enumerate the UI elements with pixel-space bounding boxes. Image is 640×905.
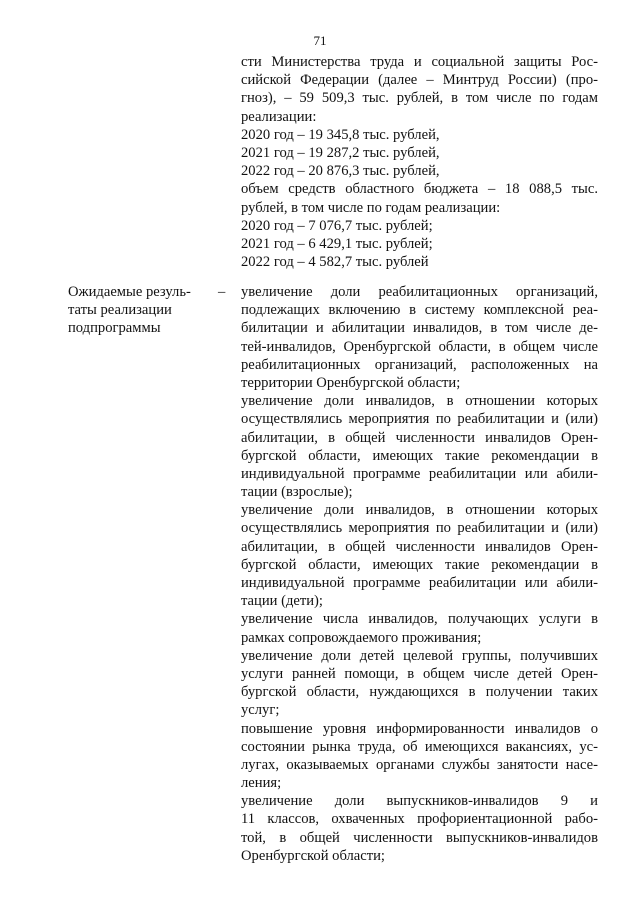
text-line: бургской области, имеющих такие рекомендации в [241,556,598,573]
text-line: увеличение числа инвалидов, получающих услуги в [241,611,598,628]
text-line: реализации: [241,108,317,125]
text-line: тации (взрослые); [241,484,353,501]
text-line: билитации и абилитации инвалидов, в том числе де- [241,320,598,337]
text-line: индивидуальной программе реабилитации или абили- [241,575,598,591]
text-line: увеличение доли инвалидов, в отношении которых [241,502,598,519]
text-line: увеличение доли инвалидов, в отношении которых [241,393,598,410]
section-label [68,283,218,338]
text-line: повышение уровня информированности инвалидов о [241,720,598,737]
text-line: 2022 год – 20 876,3 тыс. рублей, [241,163,440,180]
text-line: Оренбургской области; [241,847,385,864]
text-line: увеличение доли детей целевой группы, получивших [241,647,598,664]
text-line: тации (дети); [241,593,323,610]
text-line: абилитации, в общей численности инвалидов Орен- [241,538,598,555]
text-line: территории Оренбургской области; [241,374,461,391]
text-line: сти Министерства труда и социальной защиты Рос- [241,54,598,70]
text-line: 2022 год – 4 582,7 тыс. рублей [241,254,429,271]
text-line: объем средств областного бюджета – 18 088,5 тыс. [241,181,598,198]
label-line: подпрограммы [68,320,161,337]
label-dash: – [218,284,226,300]
text-line: ления; [241,775,282,792]
text-line: 2021 год – 19 287,2 тыс. рублей, [241,144,440,161]
label-line: Ожидаемые резуль- [68,284,191,300]
text-line: состоянии рынка труда, об имеющихся вакансиях, ус- [241,738,598,755]
text-line: 2020 год – 19 345,8 тыс. рублей, [241,126,440,143]
text-line: услуг; [241,702,280,719]
text-line: подлежащих включению в систему комплексной реа- [241,302,598,319]
text-line: 2020 год – 7 076,7 тыс. рублей; [241,217,433,234]
text-line: увеличение доли реабилитационных организаций, [241,284,598,300]
text-line: сийской Федерации (далее – Минтруд России) (про- [241,72,598,89]
text-line: лугах, оказываемых органами службы занятости насе- [241,756,598,773]
text-line: бургской области, имеющих такие рекомендации в [241,447,598,464]
text-line: индивидуальной программе реабилитации или абили- [241,465,598,482]
text-line: осуществлялись мероприятия по реабилитации и (или) [241,520,598,537]
text-line: абилитации, в общей численности инвалидов Орен- [241,429,598,446]
page-number: 71 [313,33,327,48]
text-line: рамках сопровождаемого проживания; [241,629,482,646]
text-line: реабилитационных организаций, расположенных на [241,356,598,373]
text-line: 2021 год – 6 429,1 тыс. рублей; [241,235,433,252]
text-line: тей-инвалидов, Оренбургской области, в общем числе [241,338,598,355]
expected-results-text-block [241,283,598,865]
text-line: увеличение доли выпускников-инвалидов 9 и [241,793,598,810]
text-line: услуги ранней помощи, в общем числе детей Орен- [241,665,598,682]
text-line: рублей, в том числе по годам реализации: [241,199,501,216]
text-line: той, в общей численности выпускников-инвалидов [241,829,598,846]
text-line: гноз), – 59 509,3 тыс. рублей, в том числе по годам [241,90,598,107]
label-line: таты реализации [68,302,172,319]
funding-text-block [241,53,598,271]
text-line: бургской области, нуждающихся в получении таких [241,684,598,701]
text-line: осуществлялись мероприятия по реабилитации и (или) [241,411,598,428]
text-line: 11 классов, охваченных профориентационной рабо- [241,811,598,828]
